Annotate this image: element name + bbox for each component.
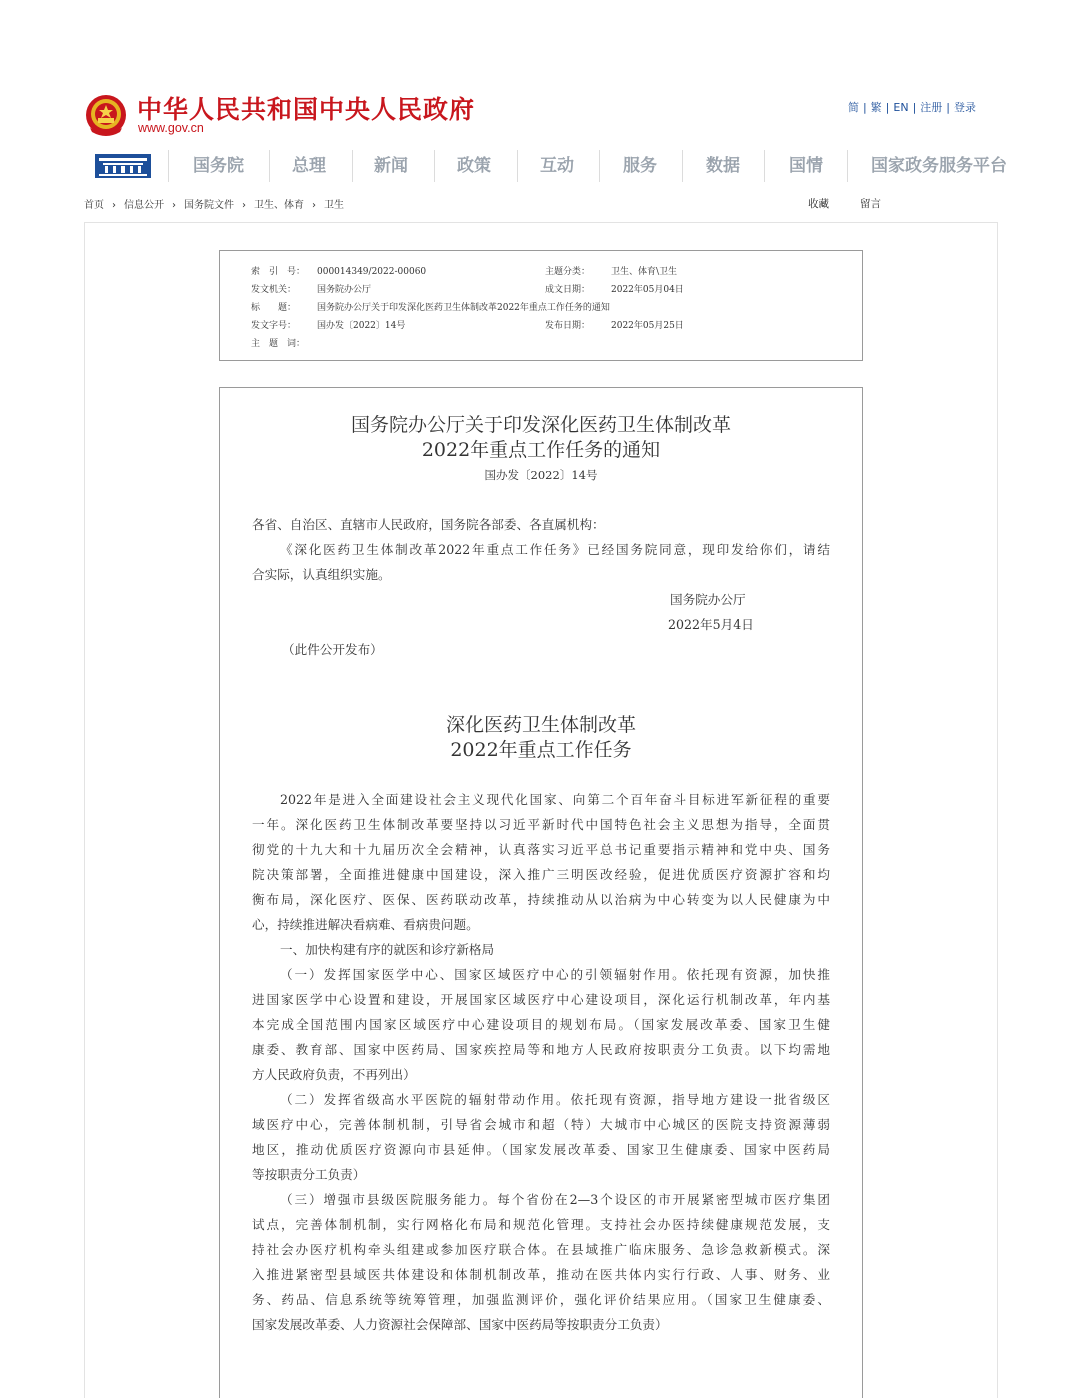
breadcrumb-home[interactable]: 首页 bbox=[84, 200, 104, 211]
breadcrumb-health-sports[interactable]: 卫生、体育 bbox=[254, 200, 304, 211]
nav-item-interaction[interactable]: 互动 bbox=[540, 156, 574, 176]
body-line: 衡布局，深化医疗、医保、医药联动改革，持续推动从以治病为中心转变为以人民健康为中 bbox=[252, 892, 830, 907]
meta-title: 标 题： 国务院办公厅关于印发深化医药卫生体制改革2022年重点工作任务的通知 bbox=[251, 303, 610, 313]
body-line: 持社会办医疗机构牵头组建或参加医疗联合体。在县域推广临床服务、急诊急救新模式。深 bbox=[252, 1242, 830, 1257]
nav-divider bbox=[847, 150, 848, 182]
notice-line: 合实际，认真组织实施。 bbox=[252, 567, 391, 582]
nav-item-gov-service-platform[interactable]: 国家政务服务平台 bbox=[871, 156, 1007, 176]
nav-item-policy[interactable]: 政策 bbox=[457, 156, 491, 176]
link-traditional[interactable]: 繁 bbox=[870, 101, 882, 114]
body-line: 本完成全国范围内国家区域医疗中心建设项目的规划布局。（国家发展改革委、国家卫生健 bbox=[252, 1017, 830, 1032]
subdocument-title-line-2: 2022年重点工作任务 bbox=[450, 739, 632, 761]
breadcrumb-info-disclosure[interactable]: 信息公开 bbox=[124, 200, 164, 211]
body-line: 地区，推动优质医疗资源向市县延伸。（国家发展改革委、国家卫生健康委、国家中医药局 bbox=[252, 1142, 830, 1157]
document-title-line-1: 国务院办公厅关于印发深化医药卫生体制改革 bbox=[350, 414, 731, 436]
meta-keywords: 主 题 词： bbox=[251, 339, 306, 349]
body-line: 等按职责分工负责） bbox=[252, 1167, 366, 1182]
nav-divider bbox=[599, 150, 600, 182]
meta-issuer: 发文机关： 国务院办公厅 bbox=[251, 285, 372, 295]
breadcrumb-health[interactable]: 卫生 bbox=[324, 200, 344, 211]
home-building-icon[interactable] bbox=[95, 154, 151, 178]
nav-divider bbox=[764, 150, 765, 182]
body-line: （三）增强市县级医院服务能力。每个省份在2—3个设区的市开展紧密型城市医疗集团 bbox=[280, 1192, 830, 1207]
publish-note: （此件公开发布） bbox=[282, 642, 383, 657]
body-line: 务、药品、信息系统等统筹管理，加强监测评价，强化评价结果应用。（国家卫生健康委、 bbox=[252, 1292, 830, 1307]
nav-item-news[interactable]: 新闻 bbox=[374, 156, 408, 176]
nav-divider bbox=[352, 150, 353, 182]
link-simplified[interactable]: 简 bbox=[847, 101, 859, 114]
breadcrumb-state-council-docs[interactable]: 国务院文件 bbox=[184, 200, 234, 211]
nav-divider bbox=[269, 150, 270, 182]
meta-written-date: 成文日期： 2022年05月04日 bbox=[545, 285, 684, 295]
top-links bbox=[848, 99, 976, 115]
breadcrumb bbox=[84, 196, 344, 211]
notice-line: 《深化医药卫生体制改革2022年重点工作任务》已经国务院同意，现印发给你们，请结 bbox=[280, 542, 830, 557]
link-login[interactable]: 登录 bbox=[954, 101, 976, 114]
site-url[interactable]: www.gov.cn bbox=[138, 121, 204, 135]
body-line: 试点，完善体制机制，实行网格化布局和规范化管理。支持社会办医持续健康规范发展，支 bbox=[252, 1217, 830, 1232]
national-emblem-icon bbox=[84, 94, 128, 138]
link-register[interactable]: 注册 bbox=[920, 101, 943, 114]
nav-divider bbox=[517, 150, 518, 182]
chevron-right-icon: › bbox=[112, 200, 116, 211]
body-line: 入推进紧密型县域医共体建设和体制机制改革，推动在医共体内实行行政、人事、财务、业 bbox=[252, 1267, 830, 1282]
signature: 国务院办公厅 bbox=[670, 592, 746, 607]
chevron-right-icon: › bbox=[312, 200, 316, 211]
divider: | bbox=[912, 101, 917, 114]
body-line: 彻党的十九大和十九届历次全会精神，认真落实习近平总书记重要指示精神和党中央、国务 bbox=[252, 842, 830, 857]
body-line: 域医疗中心，完善体制机制，引导省会城市和超（特）大城市中心城区的医院支持资源薄弱 bbox=[252, 1117, 830, 1132]
nav-divider bbox=[434, 150, 435, 182]
nav-divider bbox=[682, 150, 683, 182]
body-line: 2022年是进入全面建设社会主义现代化国家、向第二个百年奋斗目标进军新征程的重要 bbox=[280, 792, 830, 807]
body-line: 国家发展改革委、人力资源社会保障部、国家中医药局等按职责分工负责） bbox=[252, 1317, 668, 1332]
meta-topic: 主题分类： 卫生、体育\卫生 bbox=[545, 267, 678, 277]
nav-item-data[interactable]: 数据 bbox=[706, 156, 740, 176]
body-line: 康委、教育部、国家中医药局、国家疾控局等和地方人民政府按职责分工负责。以下均需地 bbox=[252, 1042, 830, 1057]
site-title[interactable]: 中华人民共和国中央人民政府 bbox=[137, 95, 476, 124]
document-number: 国办发〔2022〕14号 bbox=[484, 468, 598, 482]
body-line: （一）发挥国家医学中心、国家区域医疗中心的引领辐射作用。依托现有资源，加快推 bbox=[280, 967, 830, 982]
main-nav bbox=[84, 148, 1024, 184]
chevron-right-icon: › bbox=[242, 200, 246, 211]
body-line: 一年。深化医药卫生体制改革要坚持以习近平新时代中国特色社会主义思想为指导，全面贯 bbox=[252, 817, 830, 832]
meta-index: 索 引 号： 000014349/2022-00060 bbox=[251, 267, 427, 277]
document-title-line-2: 2022年重点工作任务的通知 bbox=[421, 439, 661, 461]
body-line: 院决策部署，全面推进健康中国建设，深入推广三明医改经验，促进优质医疗资源扩容和均 bbox=[252, 867, 830, 882]
subdocument-title-line-1: 深化医药卫生体制改革 bbox=[445, 714, 636, 736]
divider: | bbox=[862, 101, 867, 114]
nav-item-services[interactable]: 服务 bbox=[623, 156, 657, 176]
body-line: 心，持续推进解决看病难、看病贵问题。 bbox=[252, 917, 479, 932]
nav-divider bbox=[168, 150, 169, 182]
nav-item-premier[interactable]: 总理 bbox=[292, 156, 326, 176]
signature-date: 2022年5月4日 bbox=[668, 617, 754, 632]
chevron-right-icon: › bbox=[172, 200, 176, 211]
body-line: （二）发挥省级高水平医院的辐射带动作用。依托现有资源，指导地方建设一批省级区 bbox=[280, 1092, 830, 1107]
divider: | bbox=[885, 101, 890, 114]
meta-doc-number: 发文字号： 国办发〔2022〕14号 bbox=[251, 321, 406, 331]
body-line: 方人民政府负责，不再列出） bbox=[252, 1067, 416, 1082]
link-english[interactable]: EN bbox=[893, 101, 909, 114]
message-button[interactable]: 留言 bbox=[860, 198, 881, 210]
divider: | bbox=[946, 101, 950, 114]
nav-item-state-council[interactable]: 国务院 bbox=[193, 156, 244, 176]
section-heading: 一、加快构建有序的就医和诊疗新格局 bbox=[280, 942, 495, 957]
nav-item-national-info[interactable]: 国情 bbox=[789, 156, 823, 176]
meta-publish-date: 发布日期： 2022年05月25日 bbox=[545, 321, 684, 331]
salutation: 各省、自治区、直辖市人民政府，国务院各部委、各直属机构： bbox=[252, 517, 605, 532]
favorite-button[interactable]: 收藏 bbox=[808, 198, 829, 210]
body-line: 进国家医学中心设置和建设，开展国家区域医疗中心建设项目，深化运行机制改革，年内基 bbox=[252, 992, 830, 1007]
